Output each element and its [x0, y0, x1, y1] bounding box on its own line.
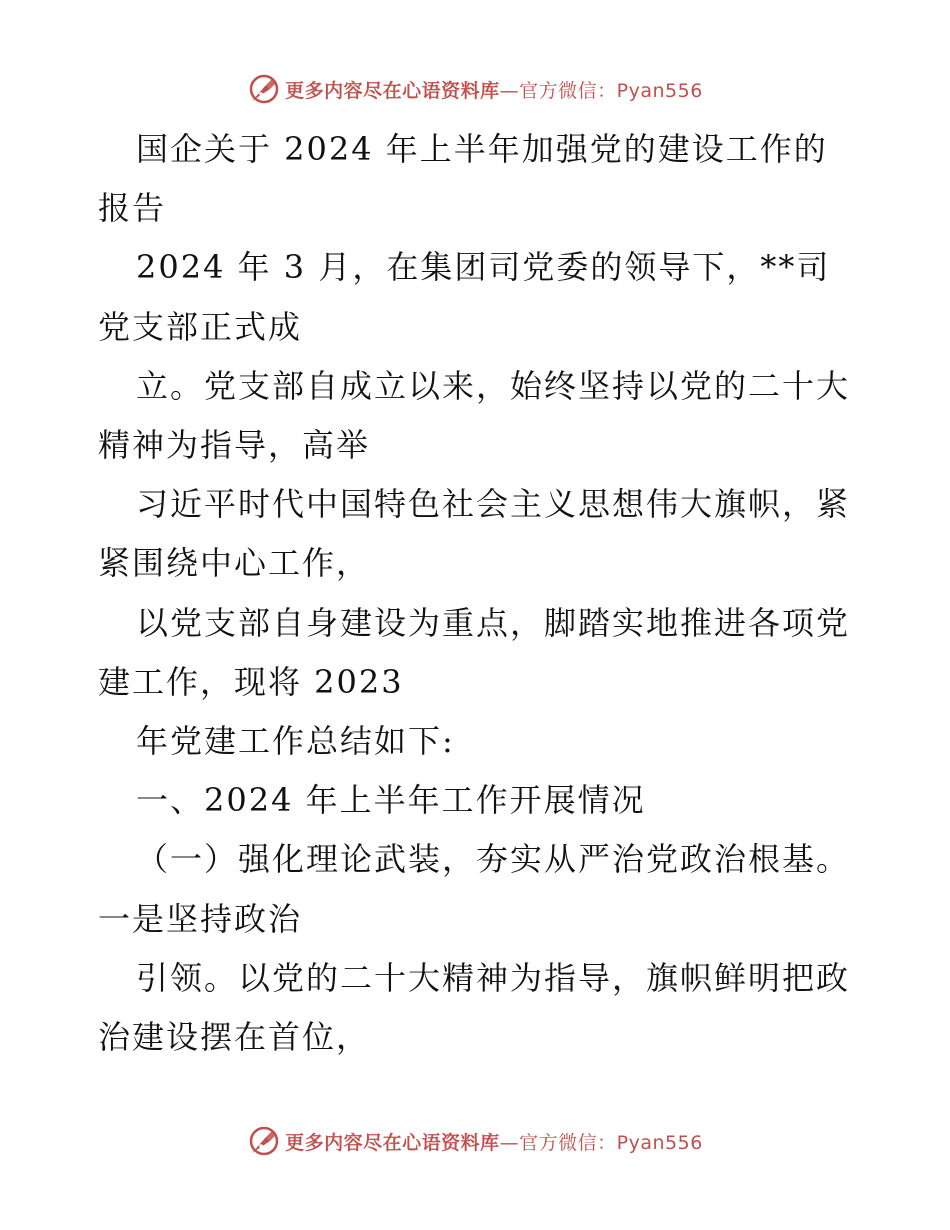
watermark-contact: 官方微信：Pyan556: [519, 79, 703, 102]
watermark-dash: —: [499, 79, 520, 102]
paragraph: 以党支部自身建设为重点，脚踏实地推进各项党建工作，现将 2023: [98, 603, 851, 701]
pen-nib-logo-icon: [247, 1124, 281, 1158]
watermark-header: [0, 72, 950, 106]
paragraph: 年党建工作总结如下:: [136, 722, 455, 761]
document-body: [98, 120, 858, 1067]
watermark-text: [285, 1128, 703, 1155]
watermark-text: [285, 76, 703, 103]
watermark-brand: 更多内容尽在心语资料库: [285, 79, 500, 102]
watermark-dash: —: [499, 1131, 520, 1154]
watermark-contact: 官方微信：Pyan556: [519, 1131, 703, 1154]
paragraph: 引领。以党的二十大精神为指导，旗帜鲜明把政治建设摆在首位，: [98, 958, 851, 1057]
paragraph: （一）强化理论武装，夯实从严治党政治根基。一是坚持政治: [98, 840, 851, 938]
pen-nib-logo-icon: [247, 72, 281, 106]
paragraph: 2024 年 3 月，在集团司党委的领导下，**司党支部正式成: [98, 248, 831, 346]
document-title: 国企关于 2024 年上半年加强党的建设工作的报告: [98, 130, 828, 228]
watermark-footer: [0, 1124, 950, 1158]
paragraph: 习近平时代中国特色社会主义思想伟大旗帜，紧紧围绕中心工作，: [98, 485, 851, 583]
watermark-brand: 更多内容尽在心语资料库: [285, 1131, 500, 1154]
paragraph: 立。党支部自成立以来，始终坚持以党的二十大精神为指导，高举: [98, 366, 851, 465]
section-heading: 一、2024 年上半年工作开展情况: [136, 781, 646, 820]
